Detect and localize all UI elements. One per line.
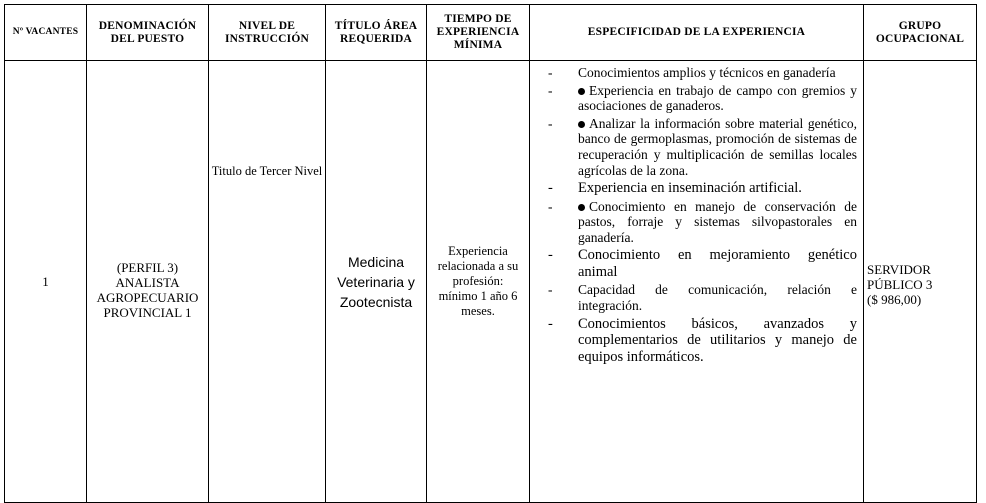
list-item: - Conocimientos amplios y técnicos en ganadería (548, 65, 836, 80)
header-nivel: NIVEL DE INSTRUCCIÓN (209, 5, 326, 61)
header-tiempo: TIEMPO DE EXPERIENCIA MÍNIMA (427, 5, 530, 61)
table-row (5, 61, 977, 503)
bullet-icon (578, 88, 585, 95)
perfil-label: (PERFIL 3) (116, 259, 179, 275)
puesto-label: ANALISTA AGROPECUARIO PROVINCIAL 1 (96, 274, 199, 320)
header-row (5, 5, 977, 61)
cell-tiempo: Experiencia relacionada a su profesión: mínimo 1 año 6 meses. (427, 61, 530, 503)
cell-nivel: Titulo de Tercer Nivel (209, 61, 326, 503)
header-vacantes: Nº VACANTES (5, 5, 87, 61)
list-item: - Analizar la información sobre material genético, banco de germoplasmas, promoción de sistemas de recuperación y multiplicación de semillas locales agrícolas de la zona. (548, 115, 857, 178)
vacancy-table (4, 4, 977, 503)
header-denominacion: DENOMINACIÓN DEL PUESTO (87, 5, 209, 61)
header-titulo: TÍTULO ÁREA REQUERIDA (326, 5, 427, 61)
bullet-icon (578, 121, 585, 128)
list-item: - Conocimiento en manejo de conservación de pastos, forraje y sistemas silvopastorales en ganadería. (548, 198, 857, 245)
grupo-label: SERVIDOR PÚBLICO 3 (867, 262, 933, 292)
list-item: - Experiencia en inseminación artificial. (548, 180, 802, 197)
list-item: - Capacidad de comunicación, relación e integración. (548, 282, 857, 314)
cell-titulo: Medicina Veterinaria y Zootecnista (326, 61, 427, 503)
list-item: - Conocimiento en mejoramiento genético animal (548, 247, 857, 280)
cell-grupo (864, 61, 977, 503)
salario-label: ($ 986,00) (867, 292, 922, 307)
experience-list (534, 65, 857, 365)
cell-especificidad (530, 61, 864, 503)
list-item: - Experiencia en trabajo de campo con gremios y asociaciones de ganaderos. (548, 82, 857, 114)
header-especificidad: ESPECIFICIDAD DE LA EXPERIENCIA (530, 5, 864, 61)
bullet-icon (578, 204, 585, 211)
header-grupo: GRUPO OCUPACIONAL (864, 5, 977, 61)
cell-vacantes: 1 (5, 61, 87, 503)
list-item: - Conocimientos básicos, avanzados y complementarios de utilitarios y manejo de equipos informáticos. (548, 315, 857, 365)
cell-denominacion (87, 61, 209, 503)
